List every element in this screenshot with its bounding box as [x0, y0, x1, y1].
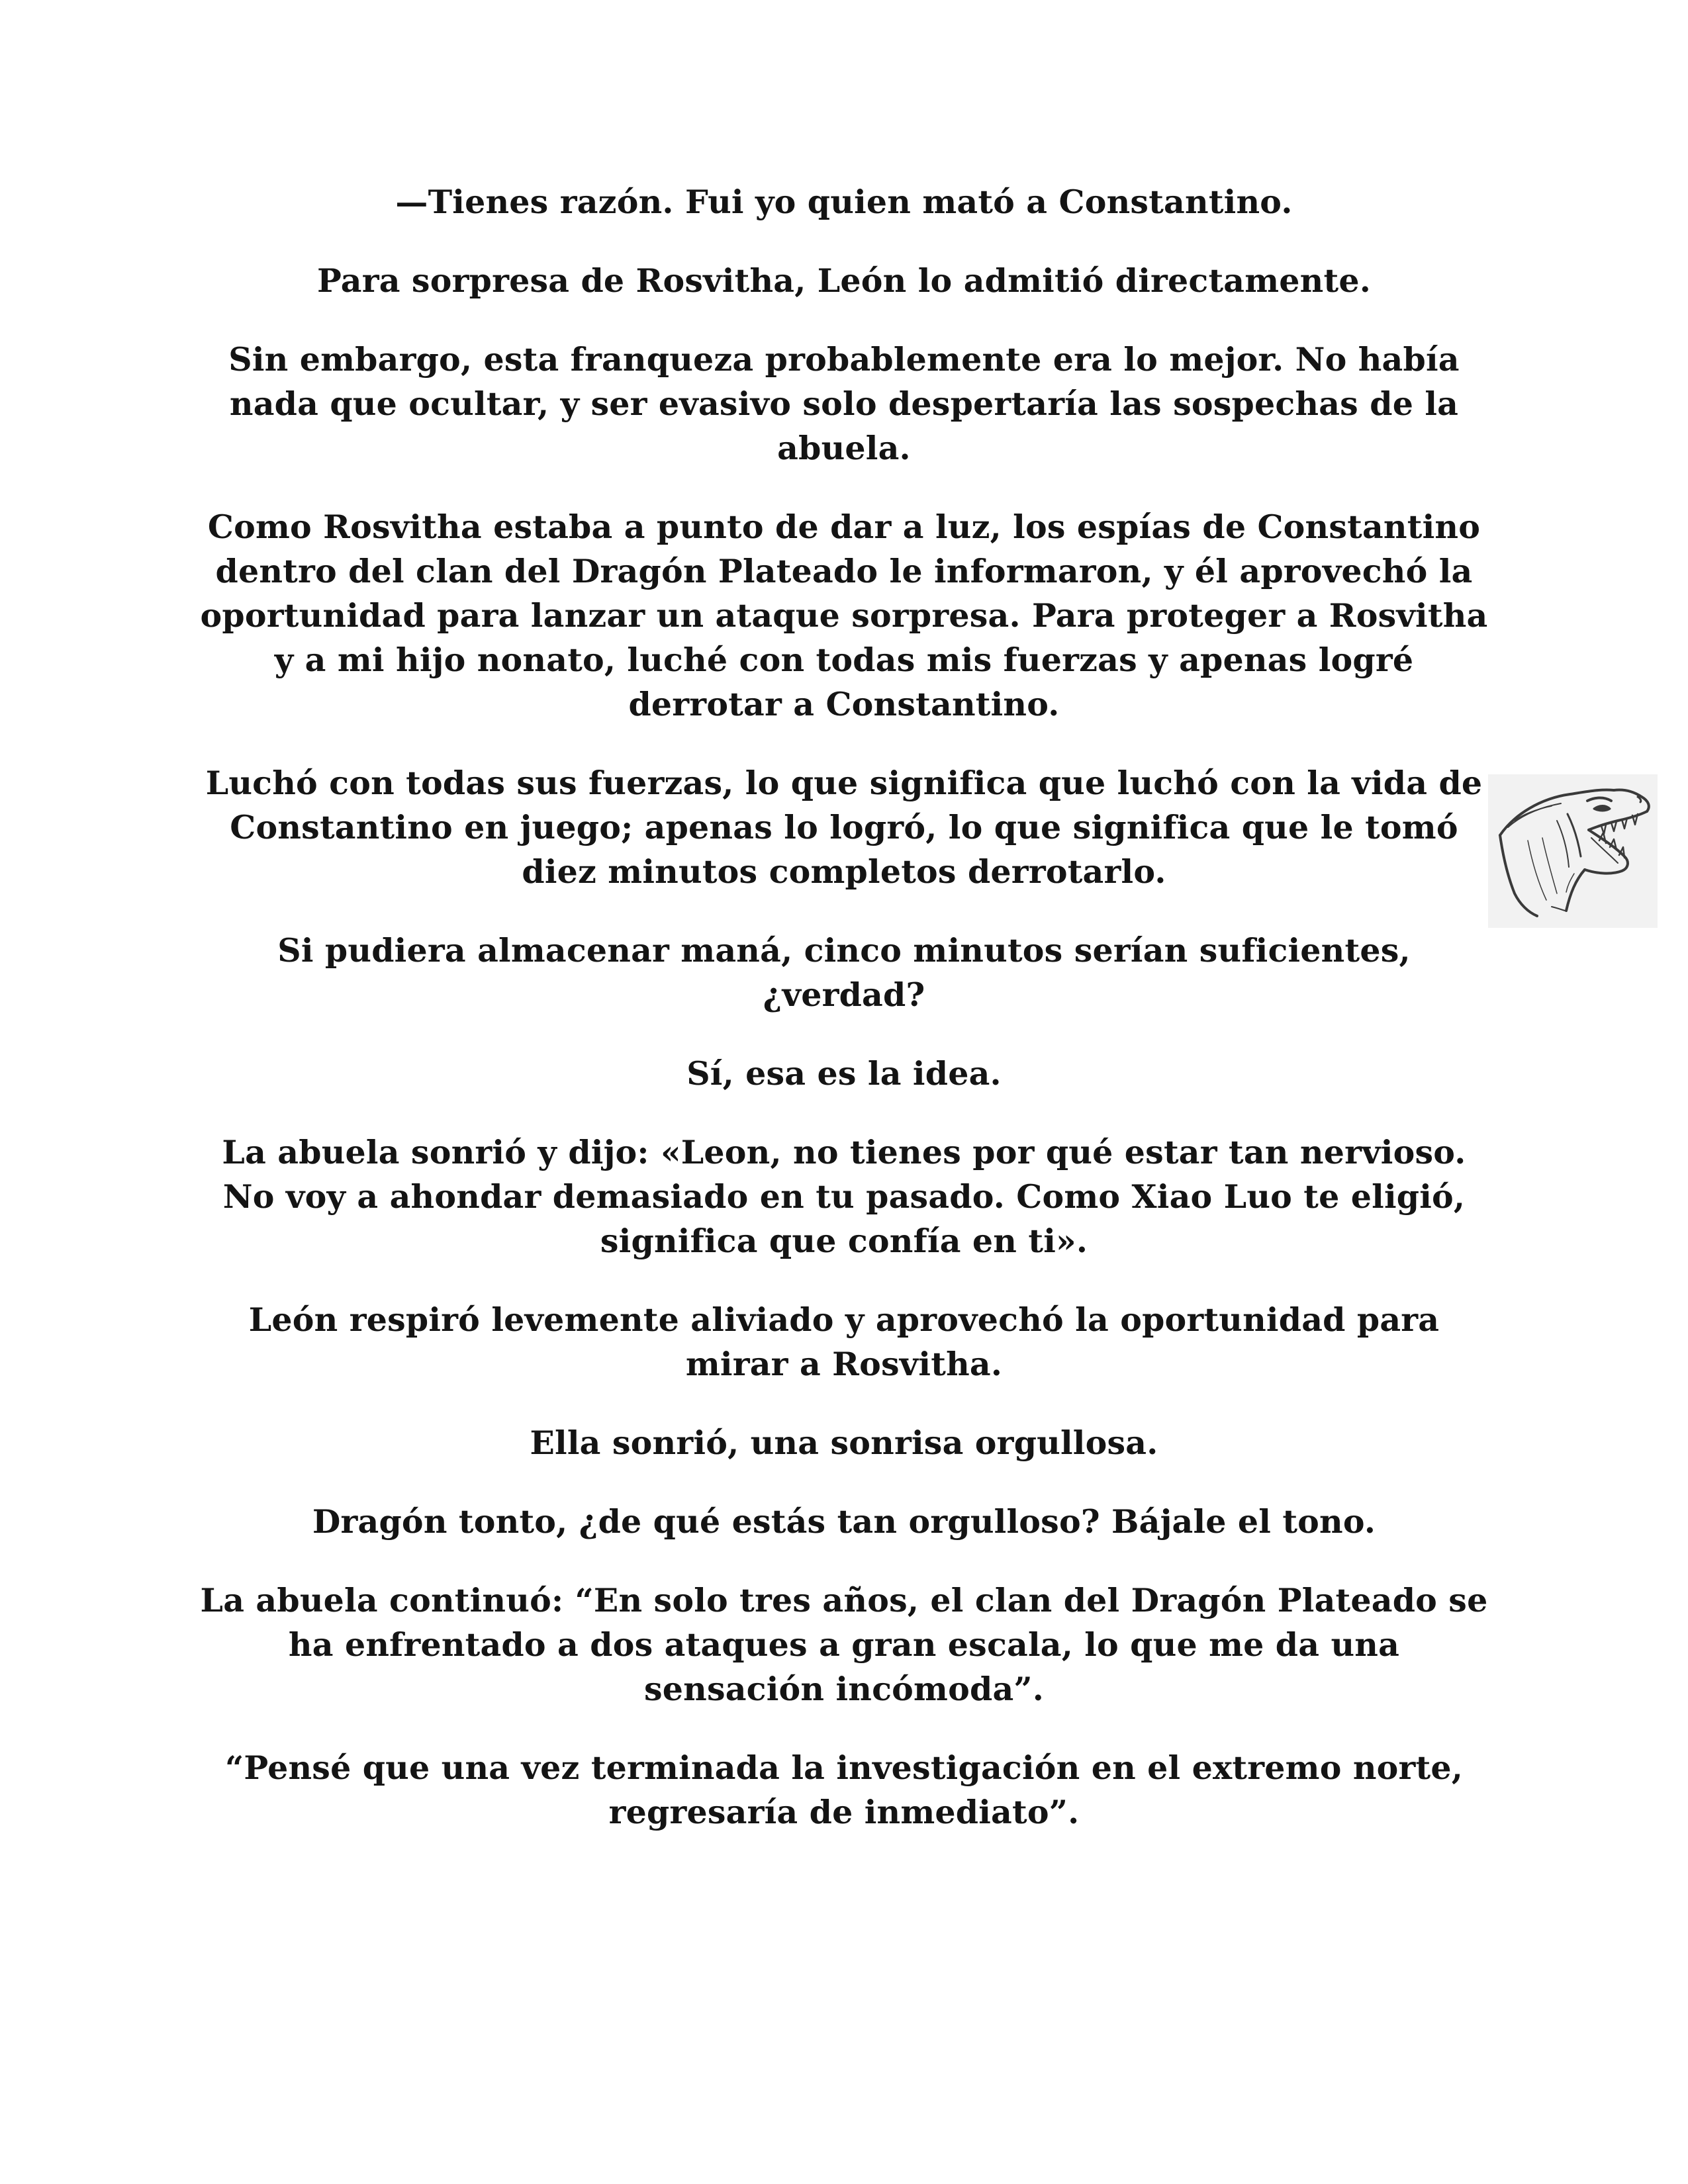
paragraph-5: Luchó con todas sus fuerzas, lo que significa que luchó con la vida de Constantino en juego; apenas lo logró, lo que significa que le tomó diez minutos completos derrotarlo.	[205, 764, 1483, 891]
paragraph-12: La abuela continuó: “En solo tres años, el clan del Dragón Plateado se ha enfrentado a dos ataques a gran escala, lo que me da una sensación incómoda”.	[200, 1581, 1488, 1708]
paragraph-8: La abuela sonrió y dijo: «Leon, no tienes por qué estar tan nervioso. No voy a ahondar demasiado en tu pasado. Como Xiao Luo te eligió, significa que confía en ti».	[222, 1133, 1466, 1260]
paragraph-13: “Pensé que una vez terminada la investigación en el extremo norte, regresaría de inmediato”.	[224, 1749, 1464, 1831]
paragraph-4: Como Rosvitha estaba a punto de dar a luz, los espías de Constantino dentro del clan del Dragón Plateado le informaron, y él aprovechó la oportunidad para lanzar un ataque sorpresa. Para proteger a Rosvitha y a mi hijo nonato, luché con todas mis fuerzas y apenas logré derrotar a Constantino.	[200, 508, 1488, 723]
paragraph-3: Sin embargo, esta franqueza probablemente era lo mejor. No había nada que ocultar, y ser evasivo solo despertaría las sospechas de la abuela.	[228, 340, 1460, 467]
paragraph-10: Ella sonrió, una sonrisa orgullosa.	[530, 1424, 1158, 1462]
paragraph-1: —Tienes razón. Fui yo quien mató a Constantino.	[395, 183, 1293, 221]
dinosaur-head-sketch-icon	[1488, 774, 1658, 928]
paragraph-2: Para sorpresa de Rosvitha, León lo admitió directamente.	[317, 261, 1371, 300]
paragraph-11: Dragón tonto, ¿de qué estás tan orgulloso? Bájale el tono.	[312, 1502, 1376, 1541]
paragraph-7: Sí, esa es la idea.	[686, 1054, 1002, 1093]
document-body	[199, 180, 1489, 1869]
paragraph-6: Si pudiera almacenar maná, cinco minutos serían suficientes, ¿verdad?	[277, 931, 1411, 1014]
paragraph-9: León respiró levemente aliviado y aprovechó la oportunidad para mirar a Rosvitha.	[248, 1300, 1440, 1383]
